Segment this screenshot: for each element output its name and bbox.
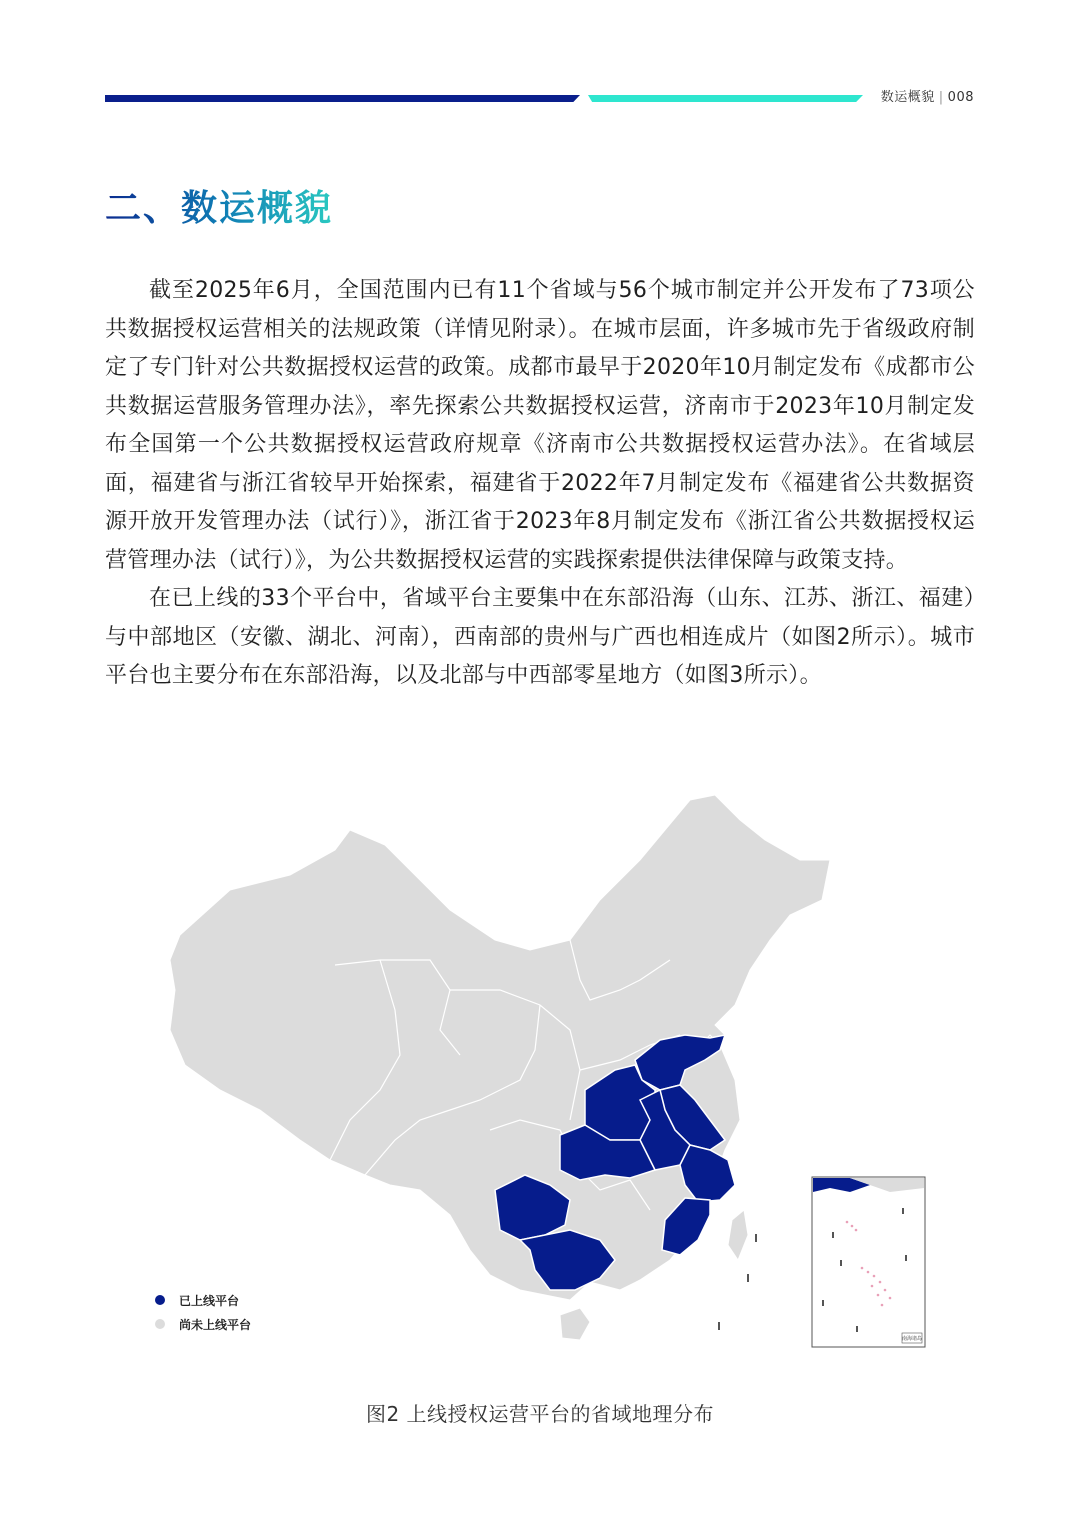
legend-item-offline <box>155 1312 251 1336</box>
legend-label-online: 已上线平台 <box>179 1293 240 1308</box>
running-header <box>881 86 974 105</box>
header-separator: | <box>938 90 944 105</box>
map-hainan <box>560 1308 590 1340</box>
running-header-section: 数运概貌 <box>880 90 935 105</box>
header-bar-navy <box>105 95 580 102</box>
paragraph-2: 在已上线的33个平台中，省域平台主要集中在东部沿海（山东、江苏、浙江、福建）与中部地区（安徽、湖北、河南），西南部的贵州与广西也相连成片（如图2所示）。城市平台也主要分布在东部沿海，以及北部与中西部零星地方（如图3所示）。 <box>105 586 975 688</box>
paragraph-1: 截至2025年6月，全国范围内已有11个省域与56个城市制定并公开发布了73项公共数据授权运营相关的法规政策（详情见附录）。在城市层面，许多城市先于省级政府制定了专门针对公共数据授权运营的政策。成都市最早于2020年10月制定发布《成都市公共数据运营服务管理办法》，率先探索公共数据授权运营，济南市于2023年10月制定发布全国第一个公共数据授权运营政府规章《济南市公共数据授权运营办法》。在省域层面，福建省与浙江省较早开始探索，福建省于2022年7月制定发布《福建省公共数据资源开放开发管理办法（试行）》，浙江省于2023年8月制定发布《浙江省公共数据授权运营管理办法（试行）》，为公共数据授权运营的实践探索提供法律保障与政策支持。 <box>105 278 975 573</box>
page-number: 008 <box>947 90 974 105</box>
map-legend <box>155 1288 251 1336</box>
body-text <box>105 272 975 696</box>
south-china-sea-inset <box>812 1177 925 1347</box>
china-province-map <box>150 790 940 1370</box>
legend-dot-offline <box>155 1319 165 1329</box>
header-bar-teal <box>588 95 863 102</box>
legend-label-offline: 尚未上线平台 <box>179 1317 252 1332</box>
map-svg <box>150 790 940 1370</box>
map-taiwan <box>728 1210 748 1260</box>
figure-caption: 图2 上线授权运营平台的省域地理分布 <box>365 1402 715 1426</box>
section-title: 二、数运概貌 <box>105 180 333 231</box>
legend-item-online <box>155 1288 251 1312</box>
inset-label: 南海诸岛 <box>901 1336 923 1342</box>
legend-dot-online <box>155 1295 165 1305</box>
